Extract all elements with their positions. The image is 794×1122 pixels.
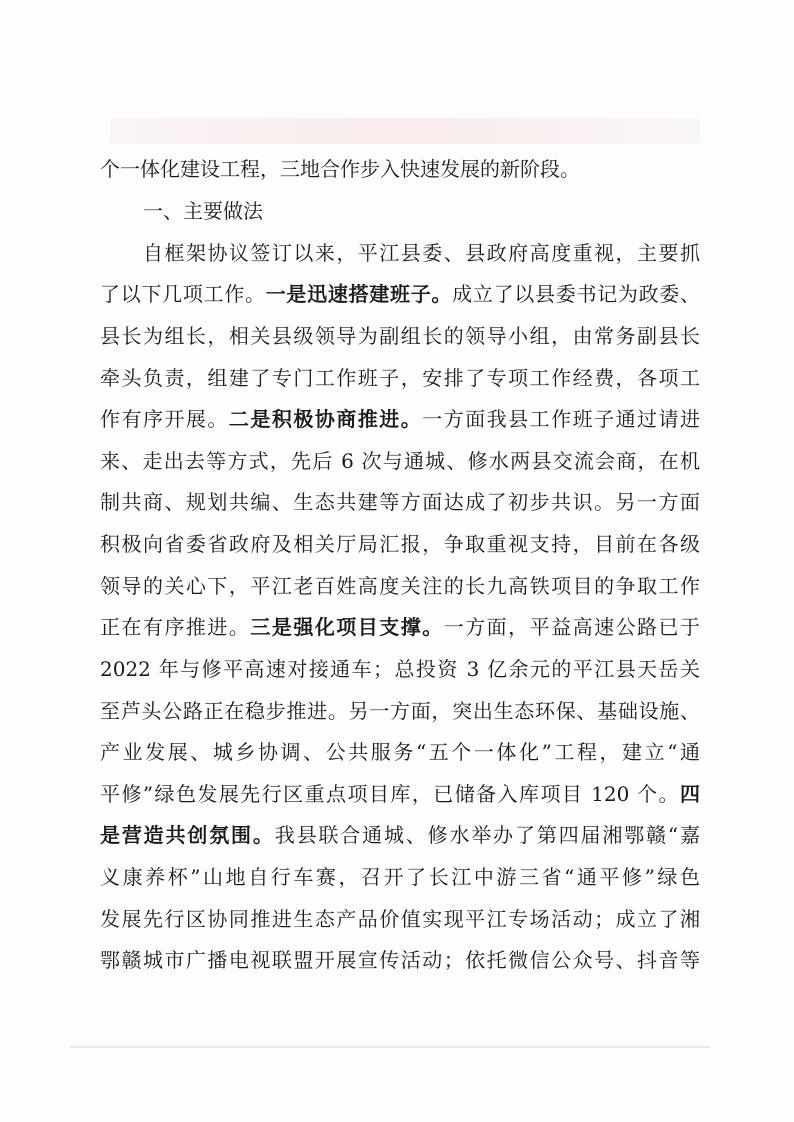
text-line — [100, 652, 700, 686]
bold-heading-text: 四 — [680, 782, 700, 806]
text-line — [100, 610, 700, 644]
text-line — [100, 277, 700, 311]
text-line — [100, 902, 700, 936]
body-text: 产业发展、城乡协调、公共服务“五个一体化”工程，建立“通 — [100, 740, 700, 764]
body-text: 成立了以县委书记为政委、 — [452, 282, 701, 306]
body-text: 鄂赣城市广播电视联盟开展宣传活动；依托微信公众号、抖音等 — [100, 948, 700, 972]
body-text: 我县联合通城、修水举办了第四届湘鄂赣“嘉 — [274, 823, 700, 847]
section-heading: 一、主要做法 — [143, 199, 263, 223]
body-text: 自框架协议签订以来，平江县委、县政府高度重视，主要抓 — [143, 241, 700, 265]
text-line — [100, 943, 700, 977]
body-text: 至芦头公路正在稳步推进。另一方面，突出生态环保、基础设施、 — [100, 699, 700, 723]
text-line — [100, 735, 700, 769]
bold-heading-text: 是营造共创氛围。 — [100, 823, 275, 847]
text-line — [100, 402, 700, 436]
body-text: 正在有序推进。 — [100, 615, 251, 639]
page-rule — [70, 1046, 710, 1048]
text-line — [100, 694, 700, 728]
intro-line: 个一体化建设工程，三地合作步入快速发展的新阶段。 — [100, 157, 580, 181]
bold-heading-text: 二是积极协商推进。 — [228, 407, 423, 431]
text-line — [100, 319, 700, 353]
body-text: 牵头负责，组建了专门工作班子，安排了专项工作经费，各项工 — [100, 366, 700, 390]
body-text: 积极向省委省政府及相关厅局汇报，争取重视支持，目前在各级 — [100, 532, 700, 556]
body-text: 一方面我县工作班子通过请进 — [422, 407, 701, 431]
text-line — [100, 444, 700, 478]
text-line — [100, 485, 700, 519]
body-text: 制共商、规划共编、生态共建等方面达成了初步共识。另一方面 — [100, 490, 700, 514]
body-text: 义康养杯”山地自行车赛，召开了长江中游三省“通平修”绿色 — [100, 865, 700, 889]
body-text: 县长为组长，相关县级领导为副组长的领导小组，由常务副县长 — [100, 324, 700, 348]
text-line — [100, 860, 700, 894]
body-text: 领导的关心下，平江老百姓高度关注的长九高铁项目的争取工作 — [100, 574, 700, 598]
text-line — [100, 777, 700, 811]
show-through-mark — [110, 118, 700, 144]
text-line — [100, 361, 700, 395]
body-text: 平修”绿色发展先行区重点项目库，已储备入库项目 120 个。 — [100, 782, 680, 806]
text-line — [100, 818, 700, 852]
body-text: 一方面，平益高速公路已于 — [443, 615, 701, 639]
bold-heading-text: 一是迅速搭建班子。 — [265, 282, 453, 306]
body-text: 作有序开展。 — [100, 407, 229, 431]
text-line — [100, 569, 700, 603]
body-text: 发展先行区协同推进生态产品价值实现平江专场活动；成立了湘 — [100, 907, 700, 931]
body-text: 2022 年与修平高速对接通车；总投资 3 亿余元的平江县天岳关 — [100, 657, 700, 681]
bold-heading-text: 三是强化项目支撑。 — [250, 615, 444, 639]
text-line — [143, 236, 700, 270]
body-text: 了以下几项工作。 — [100, 282, 266, 306]
text-line — [100, 527, 700, 561]
body-text: 来、走出去等方式，先后 6 次与通城、修水两县交流会商，在机 — [100, 449, 700, 473]
